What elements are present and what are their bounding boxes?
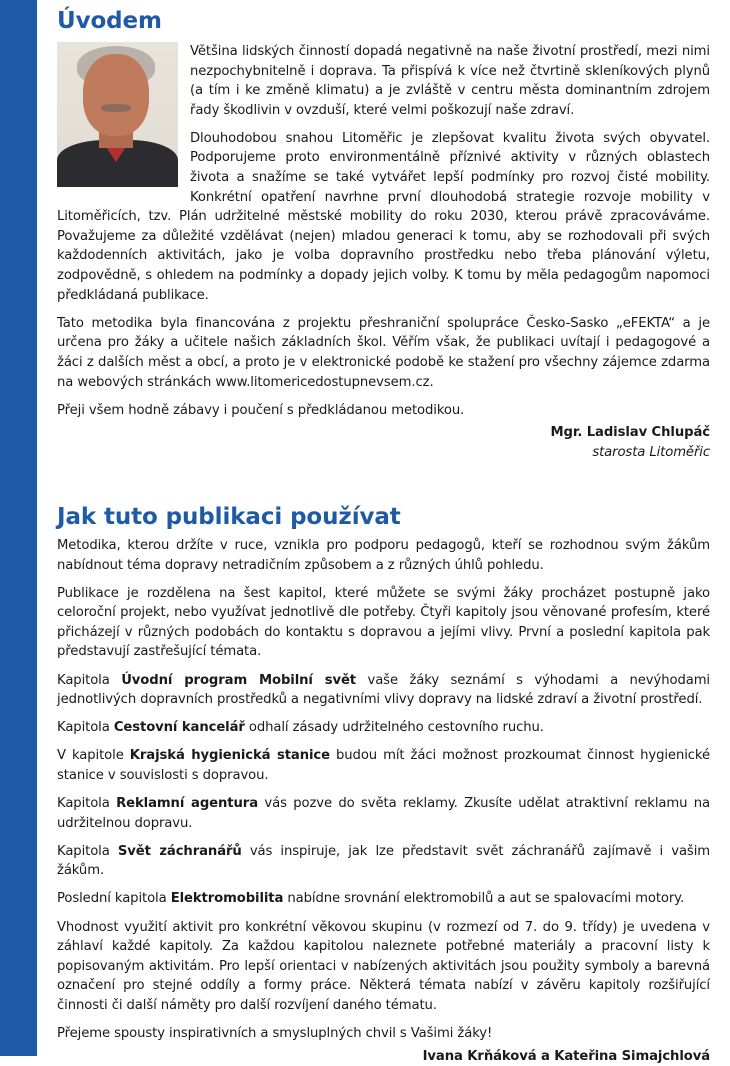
intro-paragraph: Tato metodika byla financována z projektu přeshraniční spolupráce Česko-Sasko „eFEKTA“ a je určena pro žáky a učitele našich základních škol. Věřím však, že publikaci uvítají i pedagogové a žáci z dalších měst a obcí, a proto je v elektronické podobě ke stažení pro všechny zájemce zdarma na webových stránkách www.litomericedostupnevsem.cz. (57, 315, 710, 390)
chapter-description (57, 671, 710, 710)
chapter-name: Reklamní agentura (116, 796, 258, 812)
author-portrait-photo (57, 42, 178, 187)
chapter-text: nabídne srovnání elektromobilů a aut se spalovacími motory. (283, 891, 685, 907)
photo-face-shape (83, 54, 149, 136)
chapter-description (57, 794, 710, 833)
chapter-text: budou mít žáci možnost prozkoumat činnost hygienické stanice v souvislosti s dopravou. (57, 748, 711, 783)
chapter-description (57, 889, 710, 909)
usage-paragraph: Přejeme spousty inspirativních a smysluplných chvil s Vašimi žáky! (57, 1025, 493, 1041)
usage-paragraph: Metodika, kterou držíte v ruce, vznikla pro podporu pedagogů, kteří se rozhodnou svým žákům nabídnout téma dopravy netradičním způsobem a z různých úhlů pohledu. (57, 538, 710, 573)
chapter-description (57, 718, 710, 738)
section-intro (57, 42, 710, 462)
chapter-description (57, 842, 710, 881)
chapter-prefix: V kapitole (57, 748, 130, 764)
chapter-prefix: Kapitola (57, 796, 117, 812)
signature-role: starosta Litoměřic (592, 444, 710, 460)
authors-signature: Ivana Krňáková a Kateřina Simajchlová (422, 1048, 710, 1064)
chapter-name: Krajská hygienická stanice (129, 748, 330, 764)
chapter-text: vás pozve do světa reklamy. Zkusíte udělat atraktivní reklamu na udržitelnou dopravu. (57, 796, 710, 831)
section-title-intro: Úvodem (57, 8, 162, 34)
left-color-bar (0, 0, 37, 1056)
chapter-prefix: Kapitola (57, 843, 118, 859)
chapter-prefix: Poslední kapitola (57, 891, 171, 907)
chapter-text: vaše žáky seznámí s výhodami a nevýhodami jednotlivých dopravních prostředků a negativními vlivy dopravy na lidské zdraví a životní prostředí. (57, 672, 711, 708)
section-title-usage: Jak tuto publikaci používat (57, 504, 401, 530)
chapter-text: odhalí zásady udržitelného cestovního ruchu. (244, 720, 544, 736)
chapter-prefix: Kapitola (57, 720, 114, 736)
chapter-name: Úvodní program Mobilní svět (121, 672, 357, 688)
chapter-description (57, 746, 710, 785)
section-usage (57, 536, 710, 1066)
chapter-name: Svět záchranářů (117, 843, 242, 859)
chapter-text: vás inspiruje, jak lze představit svět záchranářů zajímavě i vašim žákům. (57, 843, 711, 879)
chapter-prefix: Kapitola (57, 672, 122, 688)
usage-paragraph: Vhodnost využití aktivit pro konkrétní věkovou skupinu (v rozmezí od 7. do 9. třídy) je uvedena v záhlaví každé kapitoly. Za každou kapitolou naleznete potřebné materiály a pracovní listy k popisovaným aktivitám. Pro lepší orientaci v nabízených aktivitách jsou použity symboly a barevná označení pro stejné oddíly a formy práce. Některá témata nabízí v závěru kapitoly rozšiřující činnosti či další náměty pro další rozvíjení daného tématu. (57, 919, 710, 1013)
chapter-name: Elektromobilita (170, 891, 284, 907)
photo-mustache-shape (101, 104, 131, 112)
usage-paragraph: Publikace je rozdělena na šest kapitol, které můžete se svými žáky procházet postupně jako celoroční projekt, nebo využívat jednotlivě dle potřeby. Čtyři kapitoly jsou věnované profesím, které přicházejí v různých podobách do kontaktu s dopravou a jejími vlivy. První a poslední kapitola pak představují zastřešující témata. (57, 585, 710, 660)
intro-paragraph: Přeji všem hodně zábavy i poučení s předkládanou metodikou. (57, 402, 465, 418)
intro-paragraph: Dlouhodobou snahou Litoměřic je zlepšovat kvalitu života svých obyvatel. Podporujeme proto environmentálně příznivé aktivity v různých oblastech života a snažíme se také vytvářet lepší podmínky pro rozvoj čisté mobility. Konkrétní opatření navrhne první dlouhodobá strategie rozvoje mobility v Litoměřicích, tzv. Plán udržitelné městské mobility do roku 2030, kterou právě zpracováváme. Považujeme za důležité vzdělávat (nejen) mladou generaci k tomu, aby se rozhodovali při svých každodenních aktivitách, jako je volba dopravního prostředku nebo třeba plánování výletu, zodpovědně, s ohledem na podmínky a dopady jejich volby. K tomu by měla pedagogům napomoci předkládaná publikace. (57, 130, 710, 303)
signature-name: Mgr. Ladislav Chlupáč (550, 425, 710, 441)
chapter-name: Cestovní kancelář (113, 720, 245, 736)
intro-paragraph: Většina lidských činností dopadá negativně na naše životní prostředí, mezi nimi nezpochybnitelně i doprava. Ta přispívá k více než čtvrtině skleníkových plynů (a tím i ke změně klimatu) a je zvláště v centru města dominantním zdrojem řady škodlivin v ovzduší, které velmi poškozují naše zdraví. (190, 44, 710, 118)
